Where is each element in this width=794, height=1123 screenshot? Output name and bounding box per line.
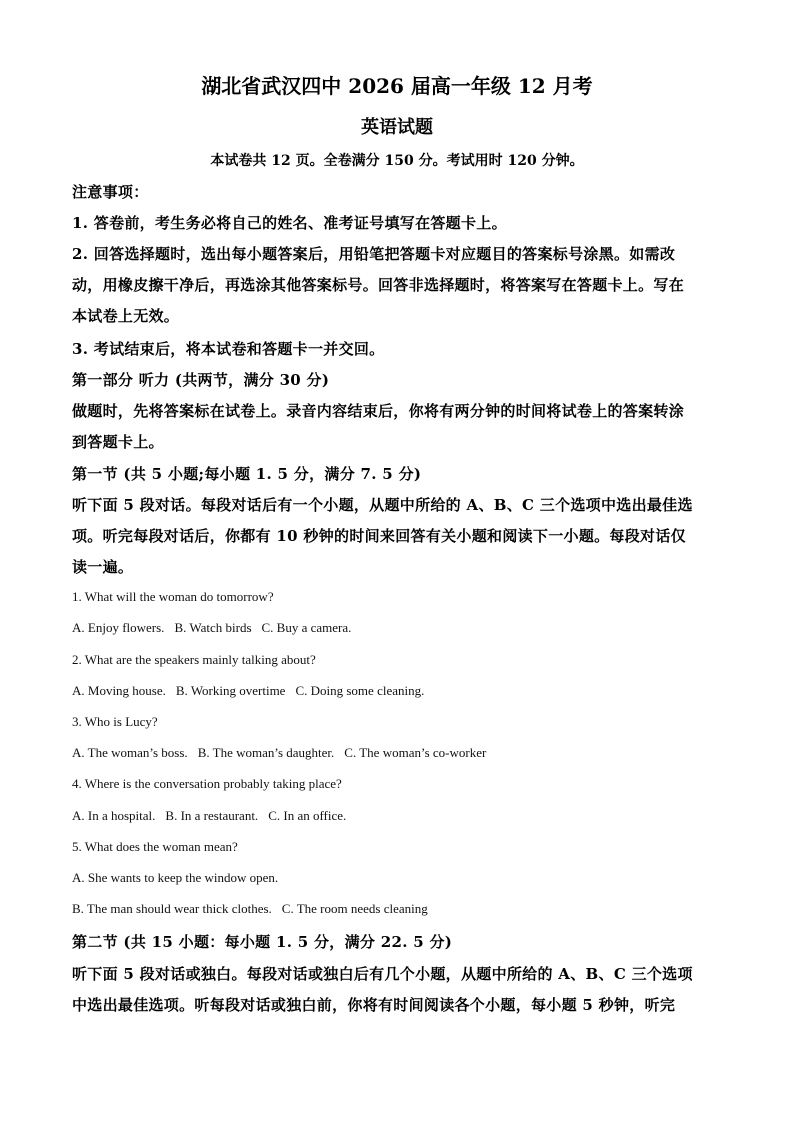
note-line: 1. 答卷前，考生务必将自己的姓名、准考证号填写在答题卡上。 [72,214,507,232]
option-c: C. The room needs cleaning [281,901,428,916]
option-b: B. The man should wear thick clothes. [72,901,272,916]
section1-heading: 第一节 (共 5 小题;每小题 1. 5 分，满分 7. 5 分) [72,465,422,483]
option-a: A. In a hospital. [72,808,156,823]
question-options [72,683,434,699]
question-options [72,745,496,761]
note-line: 本试卷上无效。 [72,307,180,325]
exam-title: 湖北省武汉四中 2026 届高一年级 12 月考 [201,74,593,98]
question-text: 2. What are the speakers mainly talking about? [72,652,316,667]
question-text: 5. What does the woman mean? [72,839,238,854]
note-line: 动，用橡皮擦干净后，再选涂其他答案标号。回答非选择题时，将答案写在答题卡上。写在 [72,276,685,294]
option-b: B. Working overtime [175,683,286,698]
exam-info: 本试卷共 12 页。全卷满分 150 分。考试用时 120 分钟。 [210,153,584,169]
option-c: C. Doing some cleaning. [295,683,425,698]
option-a: A. Moving house. [72,683,166,698]
option-a: A. Enjoy flowers. [72,620,165,635]
question-text: 1. What will the woman do tomorrow? [72,589,274,604]
option-b: B. In a restaurant. [165,808,259,823]
part1-heading: 第一部分 听力 (共两节，满分 30 分) [72,371,330,389]
section1-instruction: 听下面 5 段对话。每段对话后有一个小题，从题中所给的 A、B、C 三个选项中选出最佳选 [72,496,693,514]
note-line: 2. 回答选择题时，选出每小题答案后，用铅笔把答题卡对应题目的答案标号涂黑。如需改 [72,245,676,263]
question-options [72,808,356,824]
question-options [72,901,438,917]
section2-heading: 第二节 (共 15 小题：每小题 1. 5 分，满分 22. 5 分) [72,933,453,951]
option-c: C. Buy a camera. [261,620,352,635]
question-options [72,620,361,636]
section1-instruction: 读一遍。 [72,558,134,576]
question-text: 3. Who is Lucy? [72,714,158,729]
question-text: 4. Where is the conversation probably taking place? [72,776,342,791]
option-c: C. The woman’s co-worker [344,745,487,760]
option-a: A. She wants to keep the window open. [72,870,279,885]
note-line: 3. 考试结束后，将本试卷和答题卡一并交回。 [72,340,385,358]
option-c: C. In an office. [268,808,347,823]
notes-heading: 注意事项： [72,183,149,201]
exam-subject: 英语试题 [361,117,433,138]
option-b: B. Watch birds [174,620,252,635]
part1-instruction: 做题时，先将答案标在试卷上。录音内容结束后，你将有两分钟的时间将试卷上的答案转涂 [72,402,685,420]
section2-instruction: 听下面 5 段对话或独白。每段对话或独白后有几个小题，从题中所给的 A、B、C 三个选项 [72,965,693,983]
section1-instruction: 项。听完每段对话后，你都有 10 秒钟的时间来回答有关小题和阅读下一小题。每段对话仅 [72,527,686,545]
option-b: B. The woman’s daughter. [197,745,335,760]
section2-instruction: 中选出最佳选项。听每段对话或独白前，你将有时间阅读各个小题，每小题 5 秒钟，听完 [72,996,676,1014]
part1-instruction: 到答题卡上。 [72,433,164,451]
option-a: A. The woman’s boss. [72,745,188,760]
